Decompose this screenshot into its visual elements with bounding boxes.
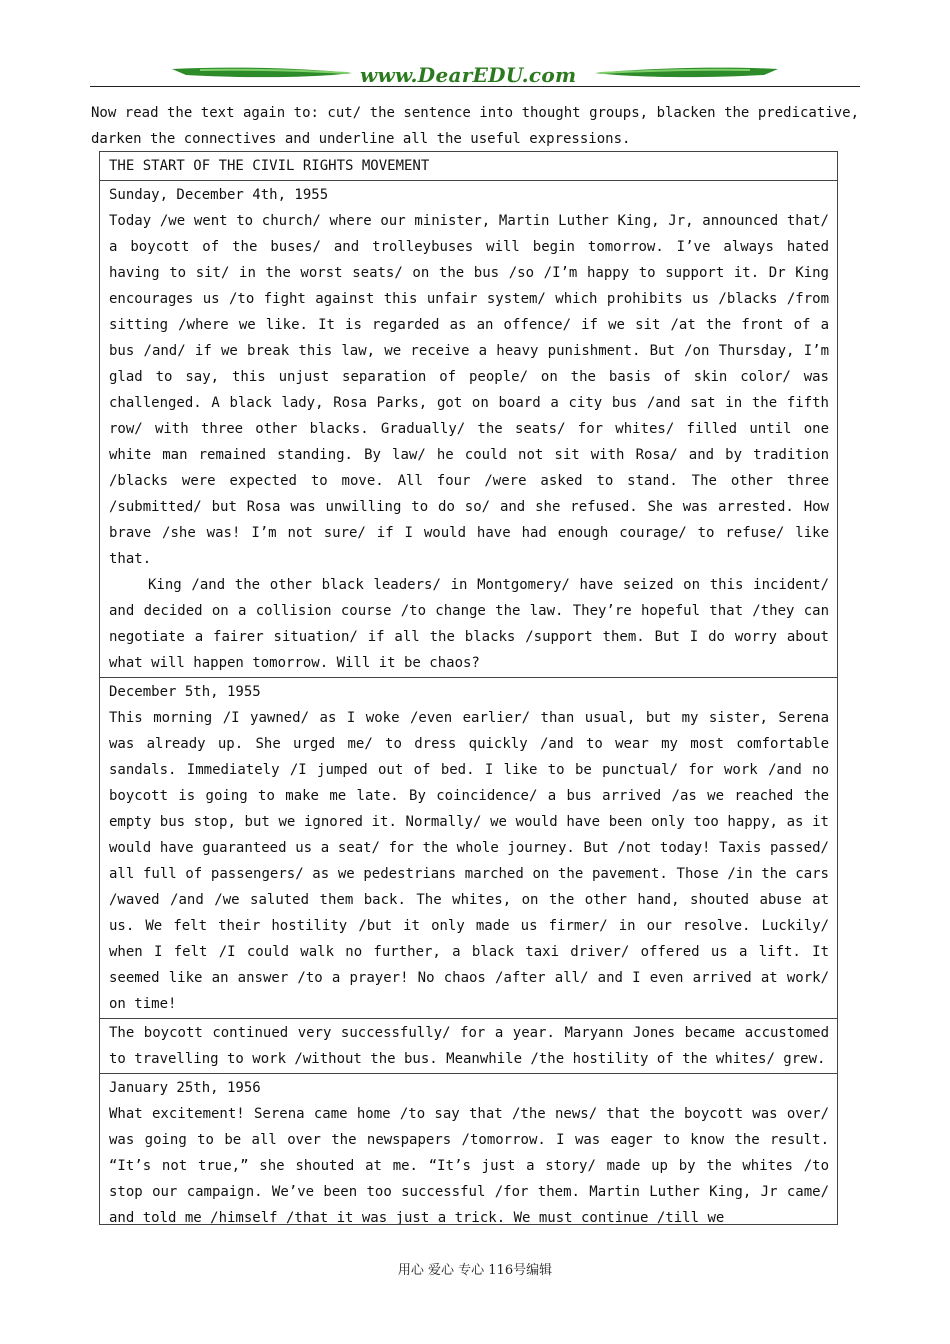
entry-1-date: Sunday, December 4th, 1955 <box>109 187 329 203</box>
entry-2-paragraph-1: This morning /I yawned/ as I woke /even earlier/ than usual, but my sister, Serena was already up. She urged me/ to dress quickly /and to wear my most comfortable sandals. Immediately /I jumped out of bed. I like to be punctual/ for work /and no boycott is going to make me late. By coincidence/ a bus arrived /as we reached the empty bus stop, but we ignored it. Normally/ we would have been only too happy, as it would have guaranteed us a seat/ for the whole journey. But /not today! Taxis passed/ all full of passengers/ as we pedestrians marched on the pavement. Those /in the cars /waved /and /we saluted them back. The whites, on the other hand, shouted abuse at us. We felt their hostility /but it only made us firmer/ in our resolve. Luckily/ when I felt /I could walk no further, a black taxi driver/ offered us a lift. It seemed like an answer /to a prayer! No chaos /after all/ and I even arrived at work/ on time! <box>109 710 829 1012</box>
entry-3-paragraph-1: What excitement! Serena came home /to say that /the news/ that the boycott was over/ was going to be all over the newspapers /tomorrow. I was eager to know the result. “It’s not true,” she shouted at me. “It’s just a story/ made up by the whites /to stop our campaign. We’ve been too successful /for them. Martin Luther King, Jr came/ and told me /himself /that it was just a trick. We must continue /till we <box>109 1106 829 1225</box>
instructions-text: Now read the text again to: cut/ the sentence into thought groups, blacken the predicative, darken the connectives and underline all the useful expressions. <box>91 105 859 147</box>
diary-entry-3 <box>100 1074 837 1225</box>
table-title: THE START OF THE CIVIL RIGHTS MOVEMENT <box>109 158 430 174</box>
narrative-interlude <box>100 1019 837 1074</box>
site-logo-text[interactable]: www.DearEDU.com <box>360 63 577 87</box>
header-rule <box>90 86 860 87</box>
entry-3-date: January 25th, 1956 <box>109 1080 261 1096</box>
entry-1-paragraph-1: Today /we went to church/ where our minister, Martin Luther King, Jr, announced that/ a boycott of the buses/ and trolleybuses will begin tomorrow. I’ve always hated having to sit/ in the worst seats/ on the bus /so /I’m happy to support it. Dr King encourages us /to fight against this unfair system/ which prohibits us /blacks /from sitting /where we like. It is regarded as an offence/ if we sit /at the front of a bus /and/ if we break this law, we receive a heavy punishment. But /on Thursday, I’m glad to say, this unjust separation of people/ on the basis of skin color/ was challenged. A black lady, Rosa Parks, got on board a city bus /and sat in the fifth row/ with three other blacks. Gradually/ the seats/ for whites/ filled until one white man remained standing. By law/ he could not sit with Rosa/ and by tradition /blacks were expected to move. All four /were asked to stand. The other three /submitted/ but Rosa was unwilling to do so/ and she refused. She was arrested. How brave /she was! I’m not sure/ if I would have had enough courage/ to refuse/ like that. <box>109 213 829 567</box>
entry-2-date: December 5th, 1955 <box>109 684 261 700</box>
page-footer: 用心 爱心 专心 116号编辑 <box>397 1263 553 1278</box>
interlude-text: The boycott continued very successfully/ for a year. Maryann Jones became accustomed to travelling to work /without the bus. Meanwhile /the hostility of the whites/ grew. <box>109 1025 829 1067</box>
reading-table-frame <box>99 151 838 1225</box>
diary-entry-2 <box>100 678 837 1019</box>
table-title-row <box>100 152 837 181</box>
diary-entry-1 <box>100 181 837 678</box>
reading-table <box>99 151 838 1225</box>
entry-1-paragraph-2: King /and the other black leaders/ in Montgomery/ have seized on this incident/ and decided on a collision course /to change the law. They’re hopeful that /they can negotiate a fairer situation/ if all the blacks /support them. But I do worry about what will happen tomorrow. Will it be chaos? <box>109 577 829 671</box>
